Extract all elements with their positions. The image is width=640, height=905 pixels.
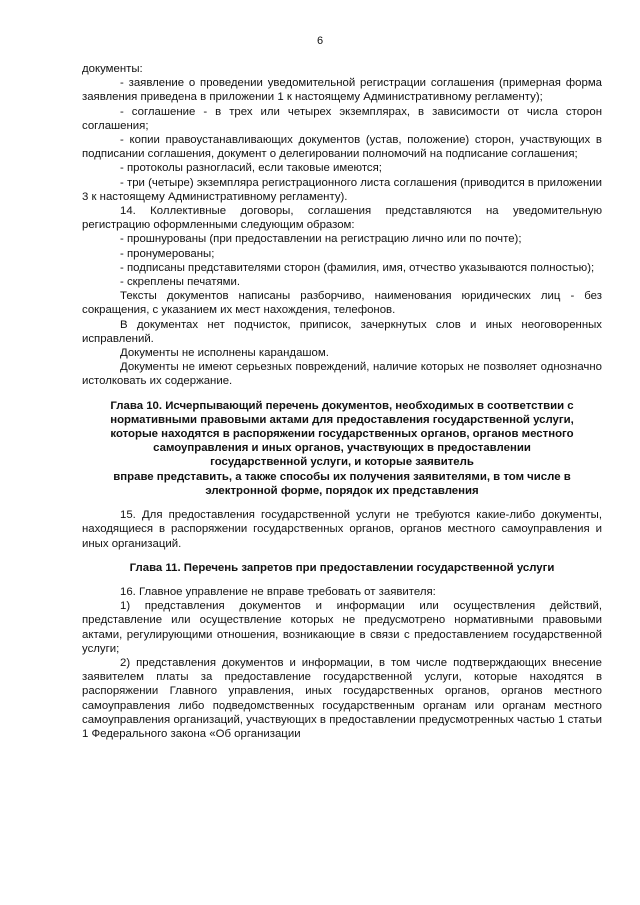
paragraph: Документы не исполнены карандашом. — [120, 347, 329, 360]
paragraph: - пронумерованы; — [120, 247, 215, 260]
chapter-11-heading: Глава 11. Перечень запретов при предоставлении государственной услуги — [129, 561, 555, 574]
paragraph: - соглашение - в трех или четырех экземплярах, в зависимости от числа сторон соглашения; — [82, 105, 602, 132]
paragraph: Тексты документов написаны разборчиво, наименования юридических лиц - без сокращения, с указанием их мест нахождения, телефонов. — [82, 290, 602, 317]
paragraph: Документы не имеют серьезных повреждений, наличие которых не позволяет однозначно истолковать их содержание. — [82, 361, 602, 388]
document-body — [82, 62, 602, 741]
paragraph: 2) представления документов и информации, в том числе подтверждающих внесение заявителем платы за предоставление государственной услуги, которые находятся в распоряжении Главного управления, иных государственных органов, органов местного самоуправления либо подведомственных государственным органам или органам местного самоуправления организаций, участвующих в предоставлении предусмотренных частью 1 статьи 1 Федерального закона «Об организации — [82, 656, 602, 740]
paragraph: документы: — [82, 63, 143, 75]
paragraph: - копии правоустанавливающих документов (устав, положение) сторон, участвующих в подписании соглашения, документ о делегировании полномочий на подписание соглашения; — [82, 134, 602, 161]
paragraph: 1) представления документов и информации или осуществления действий, представление или осуществление которых не предусмотрено нормативными правовыми актами, регулирующими отношения, возникающие в связи с предоставлением государственной услуги; — [82, 600, 602, 655]
paragraph-15: 15. Для предоставления государственной услуги не требуются какие-либо документы, находящиеся в распоряжении государственных органов, органов местного самоуправления и иных организаций. — [82, 509, 602, 550]
paragraph: - три (четыре) экземпляра регистрационного листа соглашения (приводится в приложении 3 к настоящему Административному регламенту). — [82, 176, 602, 203]
paragraph: 14. Коллективные договоры, соглашения представляются на уведомительную регистрацию оформленными следующим образом: — [82, 205, 602, 232]
heading-line: Глава 10. Исчерпывающий перечень документов, необходимых в соответствии с — [110, 399, 574, 412]
page-number: 6 — [316, 35, 324, 47]
heading-line: вправе представить, а также способы их получения заявителями, в том числе в — [113, 470, 571, 483]
paragraph: - подписаны представителями сторон (фамилия, имя, отчество указываются полностью); — [120, 261, 595, 274]
heading-line: государственной услуги, и которые заявитель — [210, 456, 474, 469]
prohibitions-section — [82, 585, 602, 741]
requirements-section — [82, 62, 602, 389]
heading-line: нормативными правовыми актами для предоставления государственной услуги, — [110, 413, 574, 426]
paragraph: - прошнурованы (при предоставлении на регистрацию лично или по почте); — [120, 233, 522, 246]
chapter-10-heading — [82, 399, 602, 498]
paragraph: - заявление о проведении уведомительной регистрации соглашения (примерная форма заявления приведена в приложении 1 к настоящему Административному регламенту); — [82, 77, 602, 104]
paragraph: 16. Главное управление не вправе требовать от заявителя: — [120, 585, 436, 598]
paragraph: В документах нет подчисток, приписок, зачеркнутых слов и иных неоговоренных исправлений. — [82, 318, 602, 345]
heading-line: самоуправления и иных органов, участвующих в предоставлении — [153, 442, 531, 455]
heading-line: электронной форме, порядок их представления — [205, 484, 479, 497]
heading-line: которые находятся в распоряжении государственных органов, органов местного — [110, 428, 574, 441]
paragraph: - протоколы разногласий, если таковые имеются; — [120, 162, 382, 175]
paragraph: - скреплены печатями. — [120, 276, 240, 289]
